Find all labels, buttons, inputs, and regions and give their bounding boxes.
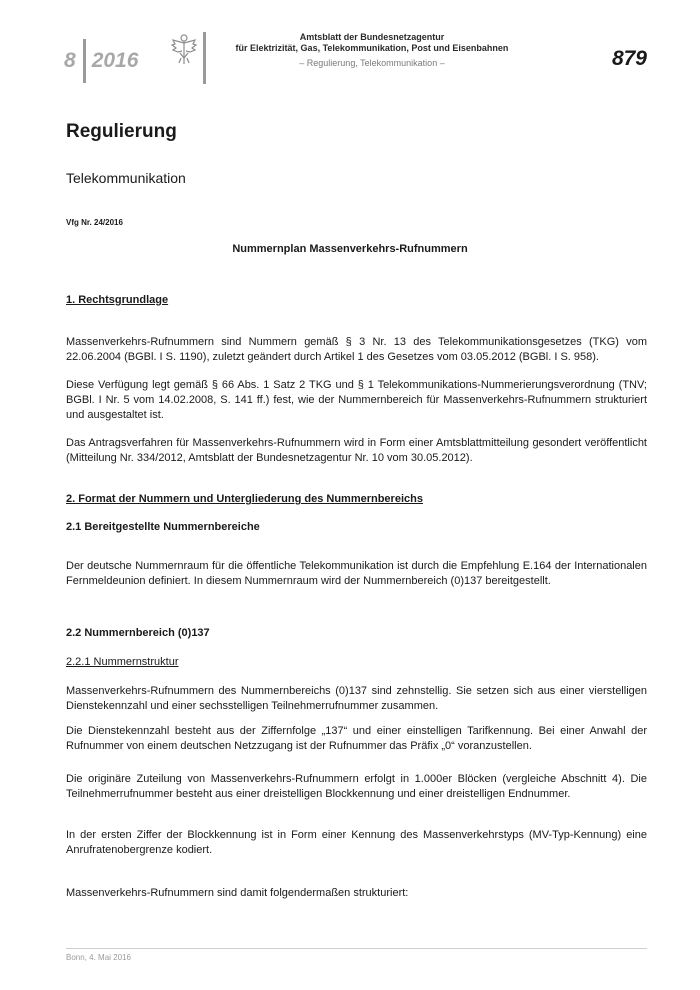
heading-1: 1. Rechtsgrundlage [66,294,169,306]
decree-number: Vfg Nr. 24/2016 [66,218,123,227]
section-title: Regulierung [66,121,177,142]
paragraph-2: Diese Verfügung legt gemäß § 66 Abs. 1 Satz 2 TKG und § 1 Telekommunikations-Nummerierungsverordnung (TNV; BGBl. I Nr. 5 vom 14.02.2008, S. 141 ff.) fest, wie der Nummernbereich für Massenverkehrs-Rufnummern strukturiert und ausgestaltet ist. [66,379,647,421]
subsection-title: Telekommunikation [66,170,186,186]
paragraph-6: Die Dienstekennzahl besteht aus der Ziffernfolge „137“ und einer einstelligen Tarifkennung. Bei einer Anwahl der Rufnummer von einem deutschen Netzzugang ist der Rufnummer das Präfix „0“ voranzustellen. [66,725,647,752]
issue-indicator [64,46,138,76]
heading-2-2: 2.2 Nummernbereich (0)137 [66,627,210,639]
section-line: – Regulierung, Telekommunikation – [299,58,445,68]
footer-date: Bonn, 4. Mai 2016 [66,953,131,962]
footer-divider [66,948,647,949]
paragraph-3: Das Antragsverfahren für Massenverkehrs-Rufnummern wird in Form einer Amtsblattmitteilung gesondert veröffentlicht (Mitteilung Nr. 334/2012, Amtsblatt der Bundesnetzagentur Nr. 10 vom 30.05.2012). [66,437,647,464]
federal-eagle-icon [170,32,198,66]
heading-2-2-1: 2.2.1 Nummernstruktur [66,656,179,668]
document-title: Nummernplan Massenverkehrs-Rufnummern [232,243,468,255]
header-divider [203,32,206,84]
paragraph-9: Massenverkehrs-Rufnummern sind damit folgendermaßen strukturiert: [66,887,409,899]
publisher-block [212,32,532,68]
publisher-line1: Amtsblatt der Bundesnetzagentur [299,32,445,42]
issue-year: 2016 [91,49,139,72]
paragraph-8: In der ersten Ziffer der Blockkennung ist in Form einer Kennung des Massenverkehrstyps (MV-Typ-Kennung) eine Anrufratenobergrenze kodiert. [66,829,647,856]
page-number: 879 [611,47,647,70]
publisher-line2: für Elektrizität, Gas, Telekommunikation, Post und Eisenbahnen [235,43,509,53]
paragraph-1: Massenverkehrs-Rufnummern sind Nummern gemäß § 3 Nr. 13 des Telekommunikationsgesetzes (TKG) vom 22.06.2004 (BGBl. I S. 1190), zuletzt geändert durch Artikel 1 des Gesetzes vom 03.05.2012 (BGBl. I S. 958). [66,336,647,363]
heading-2-1: 2.1 Bereitgestellte Nummernbereiche [66,521,260,533]
paragraph-4: Der deutsche Nummernraum für die öffentliche Telekommunikation ist durch die Empfehlung E.164 der Internationalen Fernmeldeunion definiert. In diesem Nummernraum wird der Nummernbereich (0)137 bereitgestellt. [66,560,647,587]
heading-2: 2. Format der Nummern und Untergliederung des Nummernbereichs [66,493,423,505]
issue-number: 8 [64,49,76,72]
paragraph-5: Massenverkehrs-Rufnummern des Nummernbereichs (0)137 sind zehnstellig. Sie setzen sich aus einer vierstelligen Dienstekennzahl und einer sechsstelligen Teilnehmerrufnummer zusammen. [66,685,647,712]
issue-divider [83,39,86,83]
paragraph-7: Die originäre Zuteilung von Massenverkehrs-Rufnummern erfolgt in 1.000er Blöcken (vergleiche Abschnitt 4). Die Teilnehmerrufnummer besteht aus einer dreistelligen Blockkennung und einer dreistelligen Endnummer. [66,773,647,800]
